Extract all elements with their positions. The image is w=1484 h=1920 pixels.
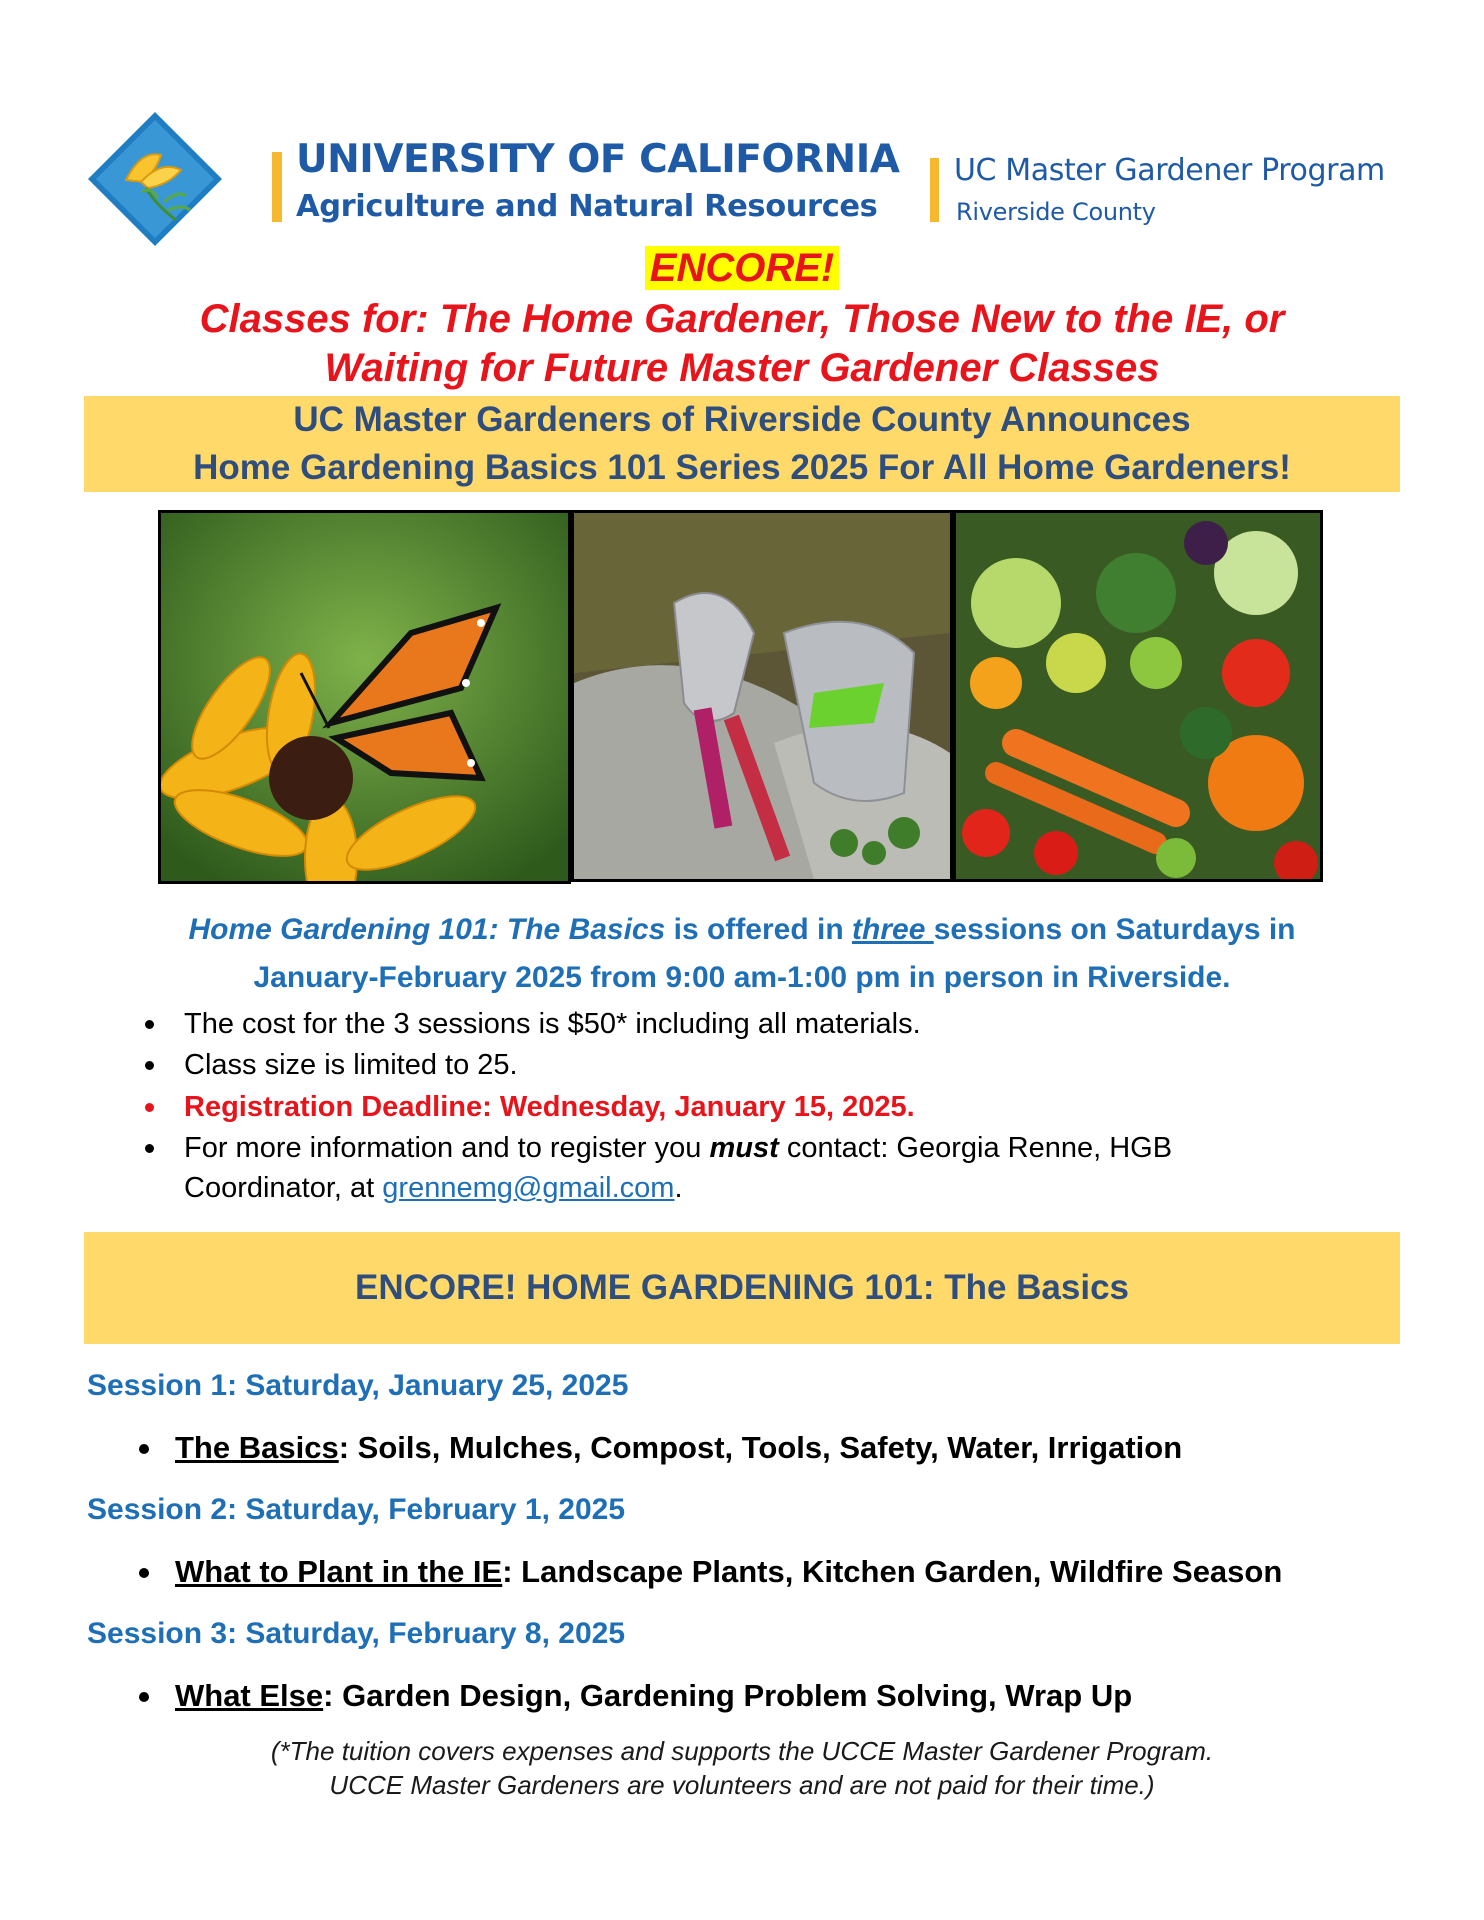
- intro-line-2: [0, 954, 1484, 1002]
- intro-line-1: [0, 906, 1484, 954]
- announcement-box: [84, 396, 1400, 492]
- bullet-icon: [139, 1568, 149, 1578]
- bullet-icon: [145, 1020, 154, 1029]
- intro-text-b: sessions on Saturdays in: [933, 913, 1296, 946]
- cost-text: The cost for the 3 sessions is $50* including all materials.: [184, 1008, 921, 1040]
- bullet-icon: [145, 1103, 154, 1112]
- session-2-topic-text: [175, 1552, 1282, 1592]
- session-count: three: [852, 913, 934, 946]
- email-link[interactable]: grennemg@gmail.com: [382, 1172, 675, 1204]
- course-name: Home Gardening 101: The Basics: [188, 913, 666, 946]
- contact-text-a: For more information and to register you: [184, 1132, 710, 1164]
- announcement-line-1: UC Master Gardeners of Riverside County Announces: [293, 400, 1191, 439]
- fresh-vegetables-and-fruit-photo: [953, 510, 1323, 882]
- contact-period: .: [674, 1172, 683, 1204]
- encore-banner: [0, 244, 1484, 292]
- class-size-text: Class size is limited to 25.: [184, 1049, 518, 1081]
- program-logo-accent-bar: [930, 158, 939, 222]
- bullet-icon: [145, 1144, 154, 1153]
- session-2-topic-details: : Landscape Plants, Kitchen Garden, Wildfire Season: [502, 1554, 1283, 1589]
- session-1-heading: Session 1: Saturday, January 25, 2025: [87, 1369, 629, 1402]
- schedule-banner: [84, 1232, 1400, 1344]
- garden-trowel-and-gloves-photo: [571, 510, 953, 882]
- session-3-heading: Session 3: Saturday, February 8, 2025: [87, 1617, 626, 1650]
- ucanr-poppy-logo: [86, 110, 224, 248]
- contact-text: [184, 1128, 1172, 1168]
- uc-subtitle: Agriculture and Natural Resources: [296, 189, 878, 224]
- course-months: January-February: [253, 961, 507, 994]
- uc-title: UNIVERSITY OF CALIFORNIA: [296, 137, 900, 182]
- session-1-topic-details: : Soils, Mulches, Compost, Tools, Safety, Water, Irrigation: [338, 1430, 1183, 1465]
- footnote-line-2: UCCE Master Gardeners are volunteers and are not paid for their time.): [329, 1770, 1155, 1800]
- bullet-icon: [139, 1692, 149, 1702]
- contact-text-b: contact: Georgia Renne, HGB: [778, 1132, 1173, 1164]
- footnote-line-1: (*The tuition covers expenses and supports the UCCE Master Gardener Program.: [270, 1736, 1214, 1766]
- session-1-topic-title: The Basics: [175, 1430, 339, 1465]
- headline-line-1: Classes for: The Home Gardener, Those New to the IE, or: [199, 297, 1285, 341]
- encore-label: ENCORE!: [645, 246, 839, 290]
- headline-line-2: Waiting for Future Master Gardener Classes: [324, 346, 1160, 390]
- schedule-title: ENCORE! HOME GARDENING 101: The Basics: [354, 1268, 1130, 1307]
- uc-logo-accent-bar: [272, 152, 282, 222]
- session-1-topic-text: [175, 1428, 1182, 1468]
- intro-text-c: 2025 from 9:00 am-1:00 pm in person in Riverside.: [506, 961, 1231, 994]
- bullet-icon: [145, 1061, 154, 1070]
- butterfly-on-flower-photo: [158, 510, 571, 884]
- program-subtitle: Riverside County: [956, 198, 1156, 226]
- contact-coordinator: Coordinator, at: [184, 1172, 383, 1204]
- program-title: UC Master Gardener Program: [954, 153, 1385, 188]
- announcement-line-2: Home Gardening Basics 101 Series 2025 For All Home Gardeners!: [193, 448, 1291, 487]
- intro-text-a: is offered in: [665, 913, 853, 946]
- session-3-topic-title: What Else: [175, 1678, 324, 1713]
- session-2-topic-title: What to Plant in the IE: [175, 1554, 503, 1589]
- session-2-heading: Session 2: Saturday, February 1, 2025: [87, 1493, 626, 1526]
- session-3-topic-details: : Garden Design, Gardening Problem Solving, Wrap Up: [323, 1678, 1133, 1713]
- registration-deadline: Registration Deadline: Wednesday, January 15, 2025.: [184, 1091, 915, 1123]
- bullet-icon: [139, 1444, 149, 1454]
- contact-emphasis: must: [709, 1132, 779, 1164]
- contact-text-c: [184, 1168, 683, 1208]
- session-3-topic-text: [175, 1676, 1132, 1716]
